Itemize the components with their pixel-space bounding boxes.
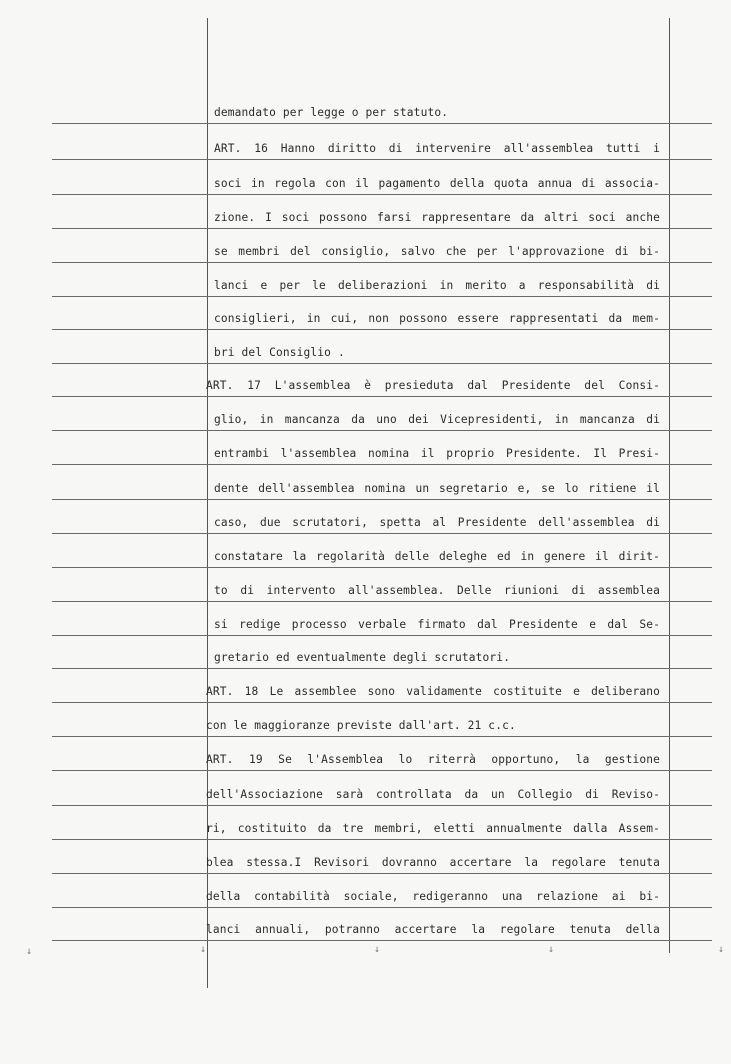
text-line: consiglieri, in cui, non possono essere rappresentati da mem- bbox=[214, 312, 660, 325]
ruled-line bbox=[52, 396, 712, 397]
text-line: della contabilità sociale, redigeranno una relazione ai bi- bbox=[206, 890, 660, 903]
ruled-line bbox=[52, 430, 712, 431]
scan-mark: ↓ bbox=[548, 944, 555, 955]
ruled-line bbox=[52, 940, 712, 941]
scan-mark: ↓ bbox=[26, 946, 33, 957]
text-line: con le maggioranze previste dall'art. 21 c.c. bbox=[206, 719, 516, 732]
scan-mark: ↓ bbox=[374, 944, 381, 955]
ruled-line bbox=[52, 363, 712, 364]
ruled-line bbox=[52, 464, 712, 465]
ruled-line bbox=[52, 499, 712, 500]
ruled-line bbox=[52, 736, 712, 737]
ruled-line bbox=[52, 194, 712, 195]
ruled-line bbox=[52, 159, 712, 160]
ruled-line bbox=[52, 770, 712, 771]
text-line: gretario ed eventualmente degli scrutatori. bbox=[214, 651, 511, 664]
text-line: lanci annuali, potranno accertare la regolare tenuta della bbox=[206, 923, 660, 936]
ruled-line bbox=[52, 601, 712, 602]
ruled-line bbox=[52, 567, 712, 568]
ruled-line bbox=[52, 228, 712, 229]
text-line: dente dell'assemblea nomina un segretario e, se lo ritiene il bbox=[214, 482, 660, 495]
ruled-line bbox=[52, 533, 712, 534]
scan-mark: ↓ bbox=[718, 944, 725, 955]
ruled-line bbox=[52, 296, 712, 297]
ruled-line bbox=[52, 668, 712, 669]
text-line: zione. I soci possono farsi rappresentare da altri soci anche bbox=[214, 211, 660, 224]
left-margin-line bbox=[207, 18, 208, 988]
text-line: ART. 16 Hanno diritto di intervenire all'assemblea tutti i bbox=[214, 142, 660, 155]
text-line: lanci e per le deliberazioni in merito a responsabilità di bbox=[214, 279, 660, 292]
text-line: caso, due scrutatori, spetta al Presidente dell'assemblea di bbox=[214, 516, 660, 529]
text-line: ART. 17 L'assemblea è presieduta dal Presidente del Consi- bbox=[206, 379, 660, 392]
text-line: se membri del consiglio, salvo che per l'approvazione di bi- bbox=[214, 245, 660, 258]
ruled-line bbox=[52, 702, 712, 703]
scan-mark: ↓ bbox=[200, 944, 207, 955]
text-line: soci in regola con il pagamento della quota annua di associa- bbox=[214, 177, 660, 190]
text-line: bri del Consiglio . bbox=[214, 346, 345, 359]
ruled-line bbox=[52, 873, 712, 874]
text-line: dell'Associazione sarà controllata da un Collegio di Reviso- bbox=[206, 788, 660, 801]
ruled-line bbox=[52, 123, 712, 124]
text-line: to di intervento all'assemblea. Delle riunioni di assemblea bbox=[214, 584, 660, 597]
text-line: ri, costituito da tre membri, eletti annualmente dalla Assem- bbox=[206, 822, 660, 835]
ruled-line bbox=[52, 635, 712, 636]
text-line: blea stessa.I Revisori dovranno accertare la regolare tenuta bbox=[206, 856, 660, 869]
text-line: ART. 19 Se l'Assemblea lo riterrà opportuno, la gestione bbox=[206, 753, 660, 766]
text-line: glio, in mancanza da uno dei Vicepresidenti, in mancanza di bbox=[214, 413, 660, 426]
ruled-line bbox=[52, 262, 712, 263]
text-line: constatare la regolarità delle deleghe ed in genere il dirit- bbox=[214, 550, 660, 563]
text-line: entrambi l'assemblea nomina il proprio Presidente. Il Presi- bbox=[214, 447, 660, 460]
ruled-line bbox=[52, 907, 712, 908]
text-line: demandato per legge o per statuto. bbox=[214, 106, 449, 119]
ruled-line bbox=[52, 329, 712, 330]
ruled-line bbox=[52, 839, 712, 840]
text-line: ART. 18 Le assemblee sono validamente costituite e deliberano bbox=[206, 685, 660, 698]
ruled-line bbox=[52, 805, 712, 806]
text-line: si redige processo verbale firmato dal Presidente e dal Se- bbox=[214, 618, 660, 631]
